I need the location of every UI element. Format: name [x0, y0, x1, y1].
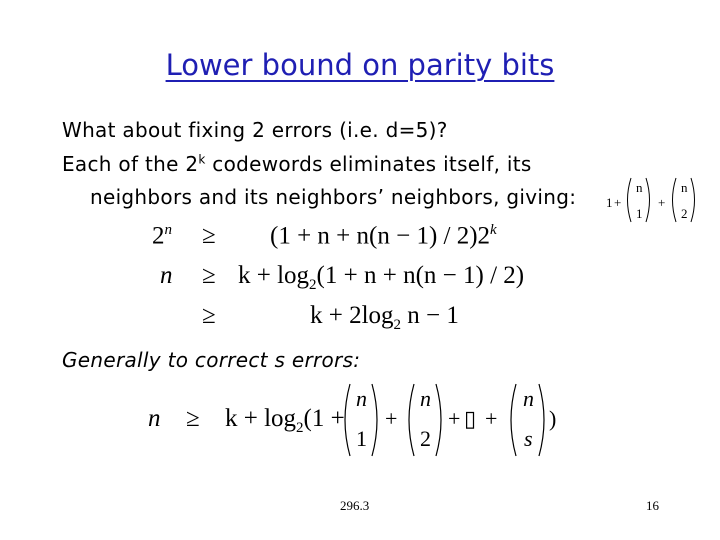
body-line-neighbors: neighbors and its neighbors’ neighbors, giving:: [90, 185, 577, 209]
gen-binom1-bottom: 1: [356, 426, 367, 451]
codewords-text-a: Each of the 2: [62, 152, 199, 176]
general-binomial-sum: [340, 380, 565, 460]
gen-binom2-top: n: [420, 386, 431, 411]
gen-paren-3-left: [511, 384, 516, 456]
body-line-codewords: [62, 152, 532, 176]
gen-binom3-bottom: s: [524, 426, 533, 451]
gen-plus-2: +: [448, 406, 461, 431]
gen-paren-2-right: [436, 384, 441, 456]
row1-ge: ≥: [202, 222, 216, 249]
side-binom2-top: n: [681, 180, 688, 195]
body-line-question: What about fixing 2 errors (i.e. d=5)?: [62, 118, 448, 142]
gen-paren-2-left: [409, 384, 414, 456]
row2-ge: ≥: [202, 262, 216, 289]
footer-course-number: 296.3: [340, 498, 370, 513]
codewords-text-b: codewords eliminates itself, its: [205, 152, 532, 176]
gen-binom3-top: n: [523, 386, 534, 411]
side-one: 1: [606, 195, 613, 210]
general-rhs-a: $k + \log_2(1$ +: [225, 405, 345, 436]
row1-rhs: (1 + n + n(n − 1) / 2)2$^k$: [270, 222, 497, 250]
side-paren-2-left: [673, 178, 677, 222]
row3-rhs: $k + 2\log_2$ n − 1: [310, 302, 459, 333]
row1-lhs: 2$^n$: [152, 222, 172, 250]
side-paren-1-left: [628, 178, 632, 222]
side-binom2-bottom: 2: [681, 206, 688, 221]
gen-missing-glyph: ▯: [464, 406, 477, 431]
row2-rhs: $k + \log_2(1 + n + n(n - 1) / 2)$: [238, 262, 525, 293]
general-ge: ≥: [186, 405, 200, 432]
gen-binom1-top: n: [356, 386, 367, 411]
gen-plus-1: +: [385, 406, 398, 431]
slide-title: Lower bound on parity bits: [165, 48, 555, 82]
gen-close-paren: ): [549, 406, 557, 431]
gen-paren-1-left: [345, 384, 350, 456]
gen-paren-1-right: [372, 384, 377, 456]
general-lhs: n: [148, 405, 161, 432]
codewords-exponent: k: [198, 152, 206, 167]
side-paren-1-right: [646, 178, 650, 222]
side-binom1-bottom: 1: [636, 206, 643, 221]
page-number: 16: [646, 498, 659, 513]
gen-paren-3-right: [539, 384, 544, 456]
side-binomial-sum: [604, 172, 700, 230]
side-plus-1: +: [614, 195, 622, 210]
body-line-general: Generally to correct s errors:: [62, 348, 361, 372]
row3-ge: ≥: [202, 302, 216, 329]
side-plus-2: +: [658, 195, 666, 210]
gen-plus-3: +: [485, 406, 498, 431]
gen-binom2-bottom: 2: [420, 426, 431, 451]
side-paren-2-right: [691, 178, 695, 222]
side-binom1-top: n: [636, 180, 643, 195]
row2-lhs: n: [160, 262, 173, 289]
